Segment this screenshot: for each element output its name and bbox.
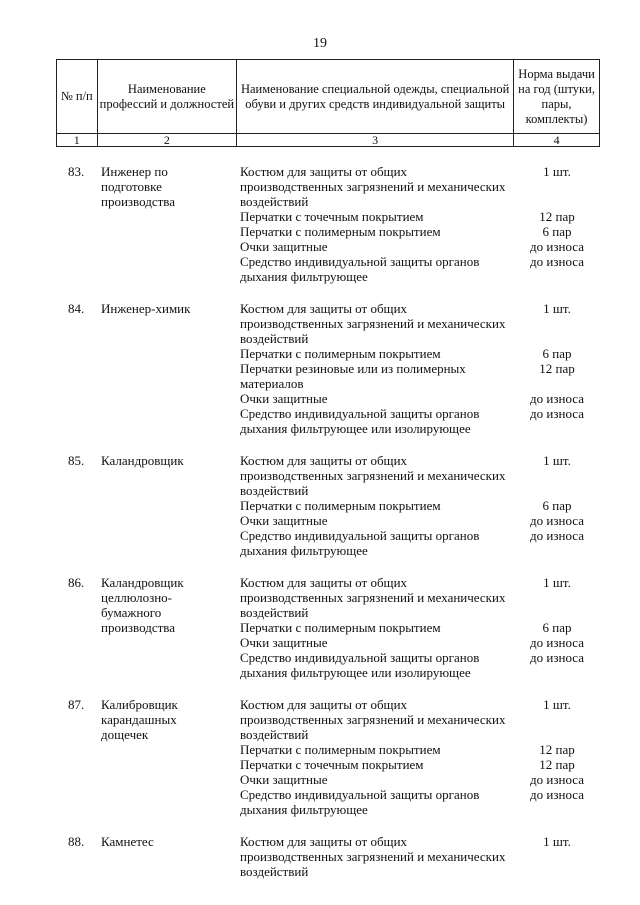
header-col-equipment: Наименование специальной одежды, специальной обуви и других средств индивидуальной защиты — [237, 60, 514, 134]
equipment-item — [240, 301, 580, 346]
entry-number: 87. — [68, 697, 85, 712]
equipment-norm: до износа — [530, 406, 584, 421]
entry-number: 88. — [68, 834, 85, 849]
equipment-name: Перчатки с точечным покрытием — [240, 757, 424, 772]
equipment-name: Костюм для защиты от общих производственных загрязнений и механических воздействий — [240, 301, 506, 346]
equipment-name: Средство индивидуальной защиты органов дыхания фильтрующее или изолирующее — [240, 650, 480, 680]
equipment-list — [240, 575, 584, 680]
equipment-name: Очки защитные — [240, 239, 328, 254]
entry-profession: Инженер по подготовке производства — [101, 164, 176, 209]
equipment-norm: 1 шт. — [543, 453, 571, 468]
header-num-1: 1 — [57, 134, 98, 147]
equipment-norm: до износа — [530, 787, 584, 802]
entry-number: 86. — [68, 575, 85, 590]
equipment-name: Перчатки с точечным покрытием — [240, 209, 424, 224]
equipment-name: Средство индивидуальной защиты органов дыхания фильтрующее или изолирующее — [240, 406, 480, 436]
header-num-3: 3 — [237, 134, 514, 147]
equipment-name: Очки защитные — [240, 772, 328, 787]
equipment-name: Костюм для защиты от общих производственных загрязнений и механических воздействий — [240, 164, 506, 209]
entry-profession: Каландровщик целлюлозно-бумажного производства — [101, 575, 184, 635]
equipment-norm: до износа — [530, 391, 584, 406]
equipment-item — [240, 772, 584, 787]
equipment-item — [240, 361, 580, 391]
list-item — [0, 453, 640, 558]
equipment-name: Перчатки с полимерным покрытием — [240, 498, 441, 513]
equipment-item — [240, 391, 584, 406]
equipment-name: Перчатки с полимерным покрытием — [240, 742, 441, 757]
entry-number: 85. — [68, 453, 85, 468]
equipment-name: Очки защитные — [240, 635, 328, 650]
equipment-item — [240, 834, 580, 879]
equipment-norm: 12 пар — [539, 209, 575, 224]
list-item — [0, 164, 640, 284]
page-number: 19 — [313, 36, 327, 51]
table-header — [56, 59, 600, 147]
equipment-item — [240, 164, 580, 209]
entry-profession: Камнетес — [101, 834, 154, 849]
equipment-item — [240, 254, 584, 284]
equipment-name: Перчатки с полимерным покрытием — [240, 224, 441, 239]
equipment-name: Средство индивидуальной защиты органов дыхания фильтрующее — [240, 787, 480, 817]
equipment-norm: 1 шт. — [543, 697, 571, 712]
equipment-name: Средство индивидуальной защиты органов дыхания фильтрующее — [240, 528, 480, 558]
list-item — [0, 834, 640, 879]
entry-number: 84. — [68, 301, 85, 316]
equipment-norm: 12 пар — [539, 742, 575, 757]
header-col-profession: Наименование профессий и должностей — [97, 60, 237, 134]
equipment-norm: 6 пар — [542, 224, 572, 239]
equipment-item — [240, 697, 580, 742]
equipment-list — [240, 453, 584, 558]
equipment-norm: до износа — [530, 239, 584, 254]
equipment-item — [240, 453, 580, 498]
equipment-item — [240, 575, 580, 620]
equipment-norm: 1 шт. — [543, 575, 571, 590]
equipment-item — [240, 406, 584, 436]
equipment-list — [240, 301, 584, 436]
equipment-norm: 1 шт. — [543, 834, 571, 849]
entries-list — [0, 164, 640, 896]
equipment-item — [240, 650, 584, 680]
equipment-norm: до износа — [530, 528, 584, 543]
equipment-item — [240, 757, 580, 772]
equipment-item — [240, 346, 580, 361]
equipment-list — [240, 834, 580, 879]
equipment-norm: 12 пар — [539, 361, 575, 376]
header-num-4: 4 — [514, 134, 600, 147]
equipment-name: Костюм для защиты от общих производственных загрязнений и механических воздействий — [240, 575, 506, 620]
equipment-item — [240, 513, 584, 528]
equipment-name: Перчатки с полимерным покрытием — [240, 346, 441, 361]
equipment-item — [240, 787, 584, 817]
entry-number: 83. — [68, 164, 85, 179]
equipment-name: Средство индивидуальной защиты органов дыхания фильтрующее — [240, 254, 480, 284]
equipment-name: Очки защитные — [240, 391, 328, 406]
equipment-norm: до износа — [530, 650, 584, 665]
equipment-item — [240, 620, 580, 635]
equipment-norm: 1 шт. — [543, 164, 571, 179]
header-col-number: № п/п — [57, 60, 98, 134]
header-num-2: 2 — [97, 134, 237, 147]
equipment-item — [240, 498, 580, 513]
equipment-norm: до износа — [530, 772, 584, 787]
equipment-norm: 1 шт. — [543, 301, 571, 316]
equipment-name: Костюм для защиты от общих производственных загрязнений и механических воздействий — [240, 697, 506, 742]
equipment-norm: до износа — [530, 635, 584, 650]
equipment-name: Костюм для защиты от общих производственных загрязнений и механических воздействий — [240, 834, 506, 879]
equipment-norm: 6 пар — [542, 346, 572, 361]
equipment-norm: до износа — [530, 254, 584, 269]
entry-profession: Калибровщик карандашных дощечек — [101, 697, 178, 742]
list-item — [0, 575, 640, 680]
equipment-norm: до износа — [530, 513, 584, 528]
list-item — [0, 301, 640, 436]
equipment-norm: 6 пар — [542, 620, 572, 635]
equipment-item — [240, 239, 584, 254]
equipment-name: Перчатки с полимерным покрытием — [240, 620, 441, 635]
equipment-name: Костюм для защиты от общих производственных загрязнений и механических воздействий — [240, 453, 506, 498]
equipment-norm: 12 пар — [539, 757, 575, 772]
equipment-list — [240, 697, 584, 817]
equipment-item — [240, 742, 580, 757]
equipment-item — [240, 224, 580, 239]
list-item — [0, 697, 640, 817]
equipment-name: Очки защитные — [240, 513, 328, 528]
entry-profession: Каландровщик — [101, 453, 184, 468]
equipment-list — [240, 164, 584, 284]
equipment-name: Перчатки резиновые или из полимерных материалов — [240, 361, 466, 391]
equipment-item — [240, 635, 584, 650]
header-col-norm: Норма выдачи на год (штуки, пары, комплекты) — [514, 60, 600, 134]
equipment-item — [240, 528, 584, 558]
entry-profession: Инженер-химик — [101, 301, 191, 316]
equipment-item — [240, 209, 580, 224]
equipment-norm: 6 пар — [542, 498, 572, 513]
